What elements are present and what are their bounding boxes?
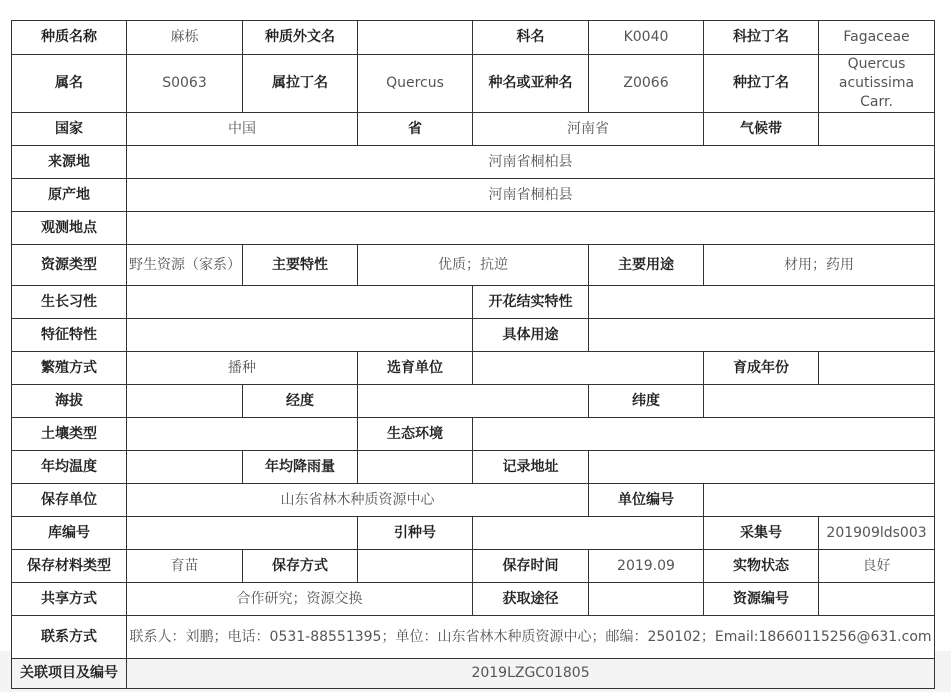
field-label: 生态环境 [358,418,473,451]
field-label: 特征特性 [12,319,127,352]
field-label: 气候带 [704,113,819,146]
field-value: 河南省 [473,113,704,146]
field-label: 海拔 [12,385,127,418]
field-label: 实物状态 [704,550,819,583]
field-value: 2019LZGC01805 [127,659,935,689]
field-value [127,517,358,550]
field-value [704,484,935,517]
field-value: Quercus acutissima Carr. [819,55,935,113]
field-label: 库编号 [12,517,127,550]
field-label: 年均温度 [12,451,127,484]
field-value [819,352,935,385]
field-value: S0063 [127,55,243,113]
field-label: 保存材料类型 [12,550,127,583]
field-label: 开花结实特性 [473,286,589,319]
field-label: 保存时间 [473,550,589,583]
field-label: 年均降雨量 [243,451,358,484]
field-value: 山东省林木种质资源中心 [127,484,589,517]
field-label: 资源类型 [12,245,127,286]
field-value [819,113,935,146]
field-value [127,319,473,352]
germplasm-info-table [11,20,935,689]
field-label: 引种号 [358,517,473,550]
field-label: 属名 [12,55,127,113]
field-label: 来源地 [12,146,127,179]
field-label: 土壤类型 [12,418,127,451]
field-value: 河南省桐柏县 [127,179,935,212]
field-label: 科拉丁名 [704,21,819,55]
field-value [358,21,473,55]
field-label: 国家 [12,113,127,146]
field-value: Z0066 [589,55,704,113]
field-label: 主要特性 [243,245,358,286]
field-value [473,517,704,550]
field-label: 主要用途 [589,245,704,286]
field-value: Quercus [358,55,473,113]
field-label: 原产地 [12,179,127,212]
field-value [589,583,704,616]
field-value [127,418,358,451]
field-label: 属拉丁名 [243,55,358,113]
field-value [127,212,935,245]
field-label: 记录地址 [473,451,589,484]
contact-info-value: 联系人：刘鹏；电话：0531-88551395；单位：山东省林木种质资源中心；邮编：250102；Email:18660115256@631.com [127,616,935,659]
field-value [589,451,935,484]
field-label: 种质外文名 [243,21,358,55]
field-value [127,451,243,484]
field-value [127,286,473,319]
field-value [589,319,935,352]
field-value: 良好 [819,550,935,583]
field-value: 材用；药用 [704,245,935,286]
field-label: 生长习性 [12,286,127,319]
field-value [127,385,243,418]
field-value: 中国 [127,113,358,146]
field-label: 保存单位 [12,484,127,517]
field-value: 河南省桐柏县 [127,146,935,179]
field-label: 采集号 [704,517,819,550]
field-label: 保存方式 [243,550,358,583]
field-value [473,418,935,451]
field-label: 具体用途 [473,319,589,352]
field-value [473,352,704,385]
field-label: 繁殖方式 [12,352,127,385]
field-value [819,583,935,616]
field-label: 省 [358,113,473,146]
field-value: 麻栎 [127,21,243,55]
field-label: 获取途径 [473,583,589,616]
field-label: 单位编号 [589,484,704,517]
field-label: 共享方式 [12,583,127,616]
field-label: 纬度 [589,385,704,418]
field-label: 资源编号 [704,583,819,616]
field-label: 联系方式 [12,616,127,659]
field-label: 育成年份 [704,352,819,385]
field-value: Fagaceae [819,21,935,55]
field-value: 育苗 [127,550,243,583]
field-value [358,550,473,583]
field-value [704,385,935,418]
field-label: 关联项目及编号 [12,659,127,689]
field-label: 经度 [243,385,358,418]
field-label: 选育单位 [358,352,473,385]
field-label: 种名或亚种名 [473,55,589,113]
field-label: 观测地点 [12,212,127,245]
field-value: 201909lds003 [819,517,935,550]
field-value [358,451,473,484]
field-label: 种质名称 [12,21,127,55]
field-label: 科名 [473,21,589,55]
field-value [358,385,589,418]
field-value: 合作研究；资源交换 [127,583,473,616]
field-value [589,286,935,319]
field-label: 种拉丁名 [704,55,819,113]
field-value: K0040 [589,21,704,55]
field-value: 优质；抗逆 [358,245,589,286]
field-value: 2019.09 [589,550,704,583]
field-value: 野生资源（家系） [127,245,243,286]
field-value: 播种 [127,352,358,385]
